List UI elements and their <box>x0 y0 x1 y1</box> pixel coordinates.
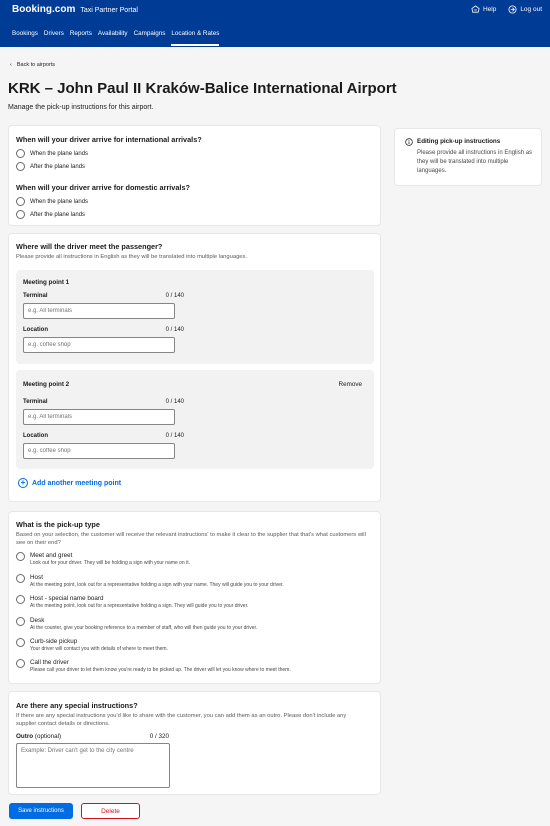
intl-option-when[interactable] <box>16 148 88 159</box>
logout-label: Log out <box>520 6 542 13</box>
special-question: Are there any special instructions? <box>16 701 138 710</box>
nav-availability[interactable]: Availability <box>97 30 128 37</box>
outro-textarea[interactable] <box>16 743 170 788</box>
nav-location-rates[interactable]: Location & Rates <box>171 30 219 46</box>
brand[interactable] <box>12 4 138 15</box>
special-card <box>8 691 381 795</box>
main-nav <box>12 30 219 46</box>
option-label: Host - special name board <box>30 595 104 602</box>
outro-label <box>16 733 61 740</box>
option-label: Meet and greet <box>30 552 73 559</box>
top-bar <box>0 0 550 47</box>
option-desc: At the counter, give your booking reference to a member of staff, who will then guide you to your driver. <box>30 625 258 631</box>
radio-button[interactable] <box>16 197 25 206</box>
page-title: KRK – John Paul II Kraków-Balice International Airport <box>8 80 397 97</box>
radio-button[interactable] <box>16 595 25 604</box>
radio-button[interactable] <box>16 659 25 668</box>
nav-bookings[interactable]: Bookings <box>12 30 38 37</box>
back-link-label: Back to airports <box>16 62 56 68</box>
location-counter: 0 / 140 <box>165 433 184 439</box>
location-label: Location <box>23 433 48 439</box>
info-box-text: Please provide all instructions in English as they will be translated into multiple languages. <box>417 150 533 174</box>
add-meeting-point-label: Add another meeting point <box>32 479 122 487</box>
pickup-option-desk[interactable] <box>16 617 257 631</box>
domestic-option-after[interactable] <box>16 209 85 220</box>
radio-button[interactable] <box>16 617 25 626</box>
terminal-label: Terminal <box>23 293 48 299</box>
meeting-hint: Please provide all instructions in English as they will be translated into multiple languages. <box>16 254 248 260</box>
help-icon <box>471 5 480 14</box>
help-link[interactable] <box>471 5 496 14</box>
radio-label: When the plane lands <box>30 150 89 157</box>
location-label: Location <box>23 327 48 333</box>
meeting-question: Where will the driver meet the passenger? <box>16 242 163 251</box>
back-link[interactable] <box>10 62 55 68</box>
info-icon <box>405 138 413 146</box>
outro-label-text: Outro <box>16 733 34 740</box>
option-label: Desk <box>30 617 45 624</box>
pickup-card <box>8 511 381 684</box>
option-desc: Look out for your driver. They will be holding a sign with your name on it. <box>30 560 190 566</box>
pickup-option-curbside[interactable] <box>16 638 168 652</box>
radio-button[interactable] <box>16 574 25 583</box>
pickup-option-host[interactable] <box>16 574 284 588</box>
intl-arrival-question: When will your driver arrive for international arrivals? <box>16 135 202 144</box>
logout-link[interactable] <box>508 5 542 14</box>
radio-label: When the plane lands <box>30 198 89 205</box>
terminal-input[interactable] <box>23 303 175 319</box>
meeting-point-2 <box>16 370 374 469</box>
terminal-input[interactable] <box>23 409 175 425</box>
option-desc: Your driver will contact you with details of where to meet them. <box>30 646 168 652</box>
option-desc: Please call your driver to let them know you're ready to be picked up. The driver will let you know where to meet them. <box>30 667 291 673</box>
domestic-arrival-question: When will your driver arrive for domestic arrivals? <box>16 183 190 192</box>
option-label: Curb-side pickup <box>30 638 78 645</box>
meeting-point-title: Meeting point 2 <box>23 381 70 388</box>
radio-button[interactable] <box>16 638 25 647</box>
outro-counter: 0 / 320 <box>149 733 169 740</box>
page-subtitle: Manage the pick-up instructions for this airport. <box>8 104 154 111</box>
pickup-option-host-name-board[interactable] <box>16 595 248 609</box>
pickup-option-meet-greet[interactable] <box>16 552 190 566</box>
terminal-label: Terminal <box>23 399 48 405</box>
radio-button[interactable] <box>16 210 25 219</box>
portal-name: Taxi Partner Portal <box>80 7 138 14</box>
nav-campaigns[interactable]: Campaigns <box>133 30 166 37</box>
info-box-title: Editing pick-up instructions <box>417 138 501 145</box>
logo: Booking.com <box>12 4 76 15</box>
remove-meeting-point-button[interactable]: Remove <box>338 381 362 388</box>
arrival-card <box>8 125 381 226</box>
chevron-left-icon: ‹ <box>10 62 12 68</box>
domestic-option-when[interactable] <box>16 196 88 207</box>
terminal-counter: 0 / 140 <box>165 399 184 405</box>
intl-option-after[interactable] <box>16 161 85 172</box>
radio-button[interactable] <box>16 552 25 561</box>
option-desc: At the meeting point, look out for a representative holding a sign. They will guide you to your driver. <box>30 603 249 609</box>
radio-button[interactable] <box>16 162 25 171</box>
outro-optional: (optional) <box>34 733 62 740</box>
plus-circle-icon: + <box>18 478 28 488</box>
save-instructions-button[interactable]: Save instructions <box>9 803 73 819</box>
add-meeting-point-button[interactable] <box>18 478 121 488</box>
meeting-point-1 <box>16 270 374 364</box>
special-hint: If there are any special instructions you'd like to share with the customer, you can add them as an outro. Please don't include any supplier contact details or directions. <box>16 713 347 727</box>
option-label: Host <box>30 574 43 581</box>
radio-label: After the plane lands <box>30 163 86 170</box>
nav-reports[interactable]: Reports <box>69 30 92 37</box>
nav-drivers[interactable]: Drivers <box>43 30 64 37</box>
delete-button[interactable]: Delete <box>81 803 140 819</box>
pickup-hint: Based on your selection, the customer will receive the relevant instructions' to make it clear to the supplier that that's what customers will see on their end? <box>16 532 366 546</box>
option-label: Call the driver <box>30 659 69 666</box>
option-desc: At the meeting point, look out for a representative holding a sign with your name. They will guide you to your driver. <box>30 582 284 588</box>
terminal-counter: 0 / 140 <box>165 293 184 299</box>
radio-button[interactable] <box>16 149 25 158</box>
meeting-point-title: Meeting point 1 <box>23 279 70 286</box>
pickup-question: What is the pick-up type <box>16 520 100 529</box>
help-label: Help <box>482 6 497 13</box>
location-counter: 0 / 140 <box>165 327 184 333</box>
logout-icon <box>508 5 517 14</box>
pickup-option-call-driver[interactable] <box>16 659 291 673</box>
radio-label: After the plane lands <box>30 211 86 218</box>
location-input[interactable] <box>23 337 175 353</box>
location-input[interactable] <box>23 443 175 459</box>
info-box <box>394 128 542 186</box>
meeting-card <box>8 233 381 502</box>
